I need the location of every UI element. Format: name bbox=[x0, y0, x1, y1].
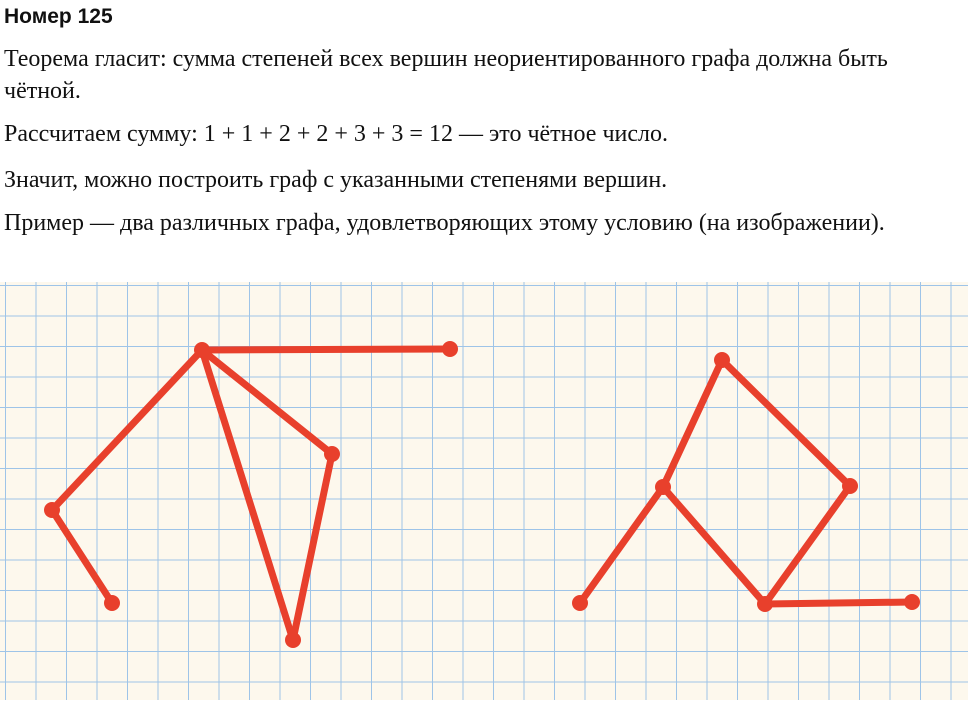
graph-right-vertex bbox=[655, 479, 671, 495]
conclusion-paragraph: Значит, можно построить граф с указанными степенями вершин. bbox=[4, 167, 668, 193]
graph-right-edge bbox=[663, 360, 722, 487]
graph-left-vertex bbox=[324, 446, 340, 462]
theorem-paragraph: Теорема гласит: сумма степеней всех вершин неориентированного графа должна быть чётной. bbox=[4, 46, 888, 104]
exercise-title: Номер 125 bbox=[4, 5, 113, 28]
sum-paragraph: Рассчитаем сумму: 1 + 1 + 2 + 2 + 3 + 3 = 12 — это чётное число. bbox=[4, 121, 668, 147]
graph-left-vertex bbox=[442, 341, 458, 357]
graph-right-vertex bbox=[757, 596, 773, 612]
graphs-figure bbox=[0, 282, 968, 700]
graph-left-vertex bbox=[104, 595, 120, 611]
graph-right-edge bbox=[663, 487, 765, 604]
graph-left-edge bbox=[52, 510, 112, 603]
graph-left bbox=[44, 341, 458, 648]
graph-right-vertex bbox=[572, 595, 588, 611]
graph-right-vertex bbox=[904, 594, 920, 610]
example-paragraph: Пример — два различных графа, удовлетворяющих этому условию (на изображении). bbox=[4, 210, 885, 236]
graph-left-vertex bbox=[194, 342, 210, 358]
graph-left-vertex bbox=[285, 632, 301, 648]
graph-right-vertex bbox=[714, 352, 730, 368]
graph-left-vertex bbox=[44, 502, 60, 518]
graph-left-edge bbox=[202, 350, 293, 640]
graph-right bbox=[572, 352, 920, 612]
grid-paper bbox=[0, 282, 968, 700]
graph-right-edge bbox=[580, 487, 663, 603]
graph-right-edge bbox=[765, 486, 850, 604]
graph-left-edge bbox=[202, 349, 450, 350]
graph-left-edge bbox=[52, 350, 202, 510]
graph-right-vertex bbox=[842, 478, 858, 494]
graph-right-edge bbox=[722, 360, 850, 486]
graph-right-edge bbox=[765, 602, 912, 604]
graph-left-edge bbox=[293, 454, 332, 640]
